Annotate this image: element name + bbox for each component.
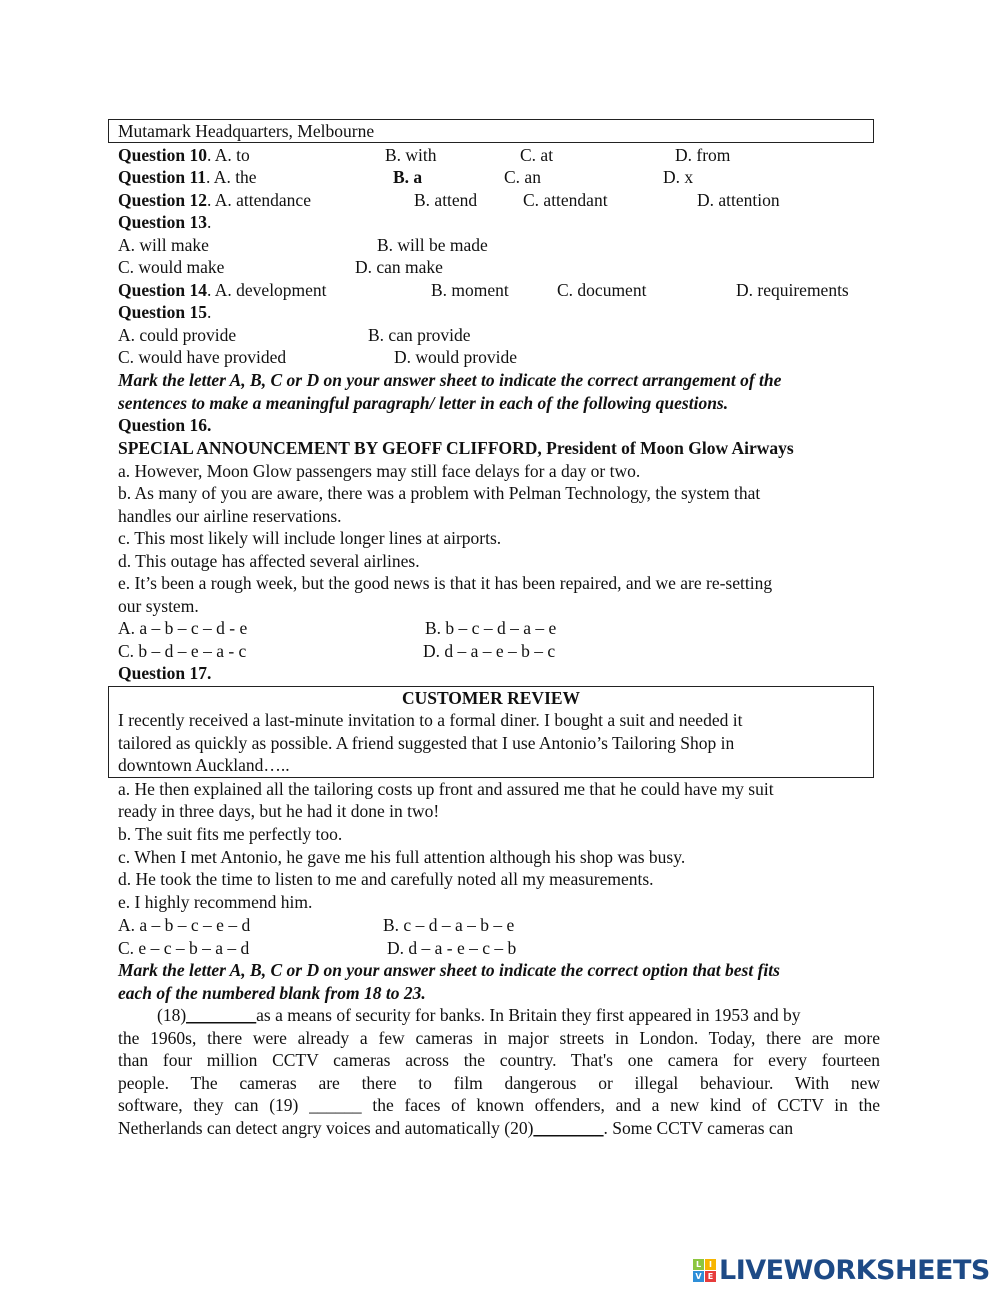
q16-sentence: c. This most likely will include longer lines at airports.	[118, 528, 502, 548]
option-c: C. would make	[118, 257, 225, 277]
option-b: B. can provide	[368, 325, 471, 345]
option-a: A. will make	[118, 235, 209, 255]
option-c: C. an	[504, 167, 541, 187]
option-d: D. d – a - e – c – b	[387, 938, 517, 958]
passage-line	[118, 1117, 793, 1139]
question-16-label	[118, 414, 211, 436]
option-a: A. a – b – c – e – d	[118, 915, 251, 935]
instruction-cloze: Mark the letter A, B, C or D on your answer sheet to indicate the correct option that best fits	[118, 960, 780, 980]
passage-text: . Some CCTV cameras can	[603, 1118, 794, 1138]
blank-18[interactable]: ________	[186, 1005, 257, 1025]
q-label: Question 17.	[118, 663, 212, 683]
option-c: C. at	[520, 145, 554, 165]
option-b: B. b – c – d – a – e	[425, 618, 557, 638]
option-a: A. could provide	[118, 325, 237, 345]
q13-row2	[118, 256, 443, 278]
dot: .	[206, 212, 212, 232]
q16-sentence: d. This outage has affected several airlines.	[118, 551, 420, 571]
passage-text: as a means of security for banks. In Britain they first appeared in 1953 and by	[256, 1005, 801, 1025]
logo-tile: L	[693, 1259, 704, 1270]
logo-tiles-icon	[693, 1259, 716, 1282]
question-13	[118, 211, 211, 233]
q17-sentence: a. He then explained all the tailoring costs up front and assured me that he could have my suit	[118, 779, 774, 799]
q17-row2	[118, 937, 517, 959]
option-c: C. b – d – e – a - c	[118, 641, 247, 661]
q13-row1	[118, 234, 488, 256]
option-b: B. a	[393, 167, 423, 187]
option-b: B. will be made	[377, 235, 488, 255]
q16-sentence: e. It’s been a rough week, but the good news is that it has been repaired, and we are re-setting	[118, 573, 773, 593]
q-label: Question 15	[118, 302, 207, 322]
q16-row2	[118, 640, 556, 662]
option-a: . A. attendance	[206, 190, 311, 210]
passage-line: software, they can (19) ______ the faces of known offenders, and a new kind of CCTV in the	[118, 1095, 880, 1115]
passage-line: people. The cameras are there to film dangerous or illegal behaviour. With new	[118, 1073, 880, 1093]
blank-20[interactable]: ________	[533, 1118, 604, 1138]
question-12	[118, 189, 780, 211]
option-b: B. with	[385, 145, 437, 165]
instruction-arrangement: Mark the letter A, B, C or D on your answer sheet to indicate the correct arrangement of the	[118, 370, 782, 390]
option-c: C. would have provided	[118, 347, 287, 367]
dot: .	[206, 302, 212, 322]
q-label: Question 10	[118, 145, 207, 165]
header-box	[108, 119, 874, 143]
option-d: D. from	[675, 145, 731, 165]
customer-review-box	[108, 686, 874, 778]
logo-tile: E	[705, 1271, 716, 1282]
q17-sentence: b. The suit fits me perfectly too.	[118, 824, 343, 844]
q-label: Question 12	[118, 190, 207, 210]
option-a: . A. the	[206, 167, 257, 187]
q17-sentence: d. He took the time to listen to me and carefully noted all my measurements.	[118, 869, 654, 889]
instruction-arrangement: sentences to make a meaningful paragraph/ letter in each of the following questions.	[118, 393, 729, 413]
review-line: tailored as quickly as possible. A friend suggested that I use Antonio’s Tailoring Shop in	[118, 732, 735, 753]
question-17-label	[118, 662, 211, 684]
q17-row1	[118, 914, 515, 936]
review-line: downtown Auckland…..	[118, 755, 290, 775]
q16-row1	[118, 617, 557, 639]
passage-line	[157, 1004, 800, 1026]
option-c: C. attendant	[523, 190, 608, 210]
q16-sentence: our system.	[118, 596, 199, 616]
q-label: Question 13	[118, 212, 207, 232]
review-line: I recently received a last-minute invitation to a formal diner. I bought a suit and needed it	[118, 710, 743, 730]
option-a: . A. development	[206, 280, 327, 300]
q-label: Question 11	[118, 167, 207, 187]
liveworksheets-logo	[693, 1255, 990, 1285]
q17-sentence: c. When I met Antonio, he gave me his full attention although his shop was busy.	[118, 847, 686, 867]
q17-sentence: e. I highly recommend him.	[118, 892, 313, 912]
q16-sentence: b. As many of you are aware, there was a problem with Pelman Technology, the system that	[118, 483, 761, 503]
question-14	[118, 279, 849, 301]
q16-sentence: a. However, Moon Glow passengers may still face delays for a day or two.	[118, 461, 641, 481]
option-d: D. would provide	[394, 347, 517, 367]
option-c: C. e – c – b – a – d	[118, 938, 250, 958]
option-d: D. requirements	[736, 280, 849, 300]
instruction-cloze: each of the numbered blank from 18 to 23.	[118, 983, 426, 1003]
option-d: D. d – a – e – b – c	[423, 641, 556, 661]
option-b: B. attend	[414, 190, 478, 210]
question-10	[118, 144, 731, 166]
q-label: Question 16.	[118, 415, 212, 435]
option-b: B. c – d – a – b – e	[383, 915, 515, 935]
option-d: D. can make	[355, 257, 443, 277]
logo-tile: V	[693, 1271, 704, 1282]
review-title: CUSTOMER REVIEW	[401, 688, 581, 708]
q15-row1	[118, 324, 471, 346]
option-d: D. x	[663, 167, 694, 187]
location-text: Mutamark Headquarters, Melbourne	[118, 121, 375, 141]
logo-text: LIVEWORKSHEETS	[719, 1254, 990, 1286]
q-label: Question 14	[118, 280, 207, 300]
q17-sentence: ready in three days, but he had it done in two!	[118, 801, 440, 821]
passage-text: Netherlands can detect angry voices and automatically (20)	[118, 1118, 534, 1138]
q16-sentence: handles our airline reservations.	[118, 506, 342, 526]
question-15	[118, 301, 211, 323]
option-a: A. a – b – c – d - e	[118, 618, 248, 638]
option-c: C. document	[557, 280, 647, 300]
logo-tile: I	[705, 1259, 716, 1270]
passage-line: than four million CCTV cameras across the country. That's one camera for every fourteen	[118, 1050, 880, 1070]
question-11	[118, 166, 694, 188]
option-b: B. moment	[431, 280, 509, 300]
blank-number: (18)	[157, 1005, 187, 1025]
option-a: . A. to	[206, 145, 250, 165]
option-d: D. attention	[697, 190, 780, 210]
q15-row2	[118, 346, 517, 368]
q16-title: SPECIAL ANNOUNCEMENT BY GEOFF CLIFFORD, President of Moon Glow Airways	[118, 438, 794, 458]
passage-line: the 1960s, there were already a few cameras in major streets in London. Today, there are more	[118, 1028, 880, 1048]
